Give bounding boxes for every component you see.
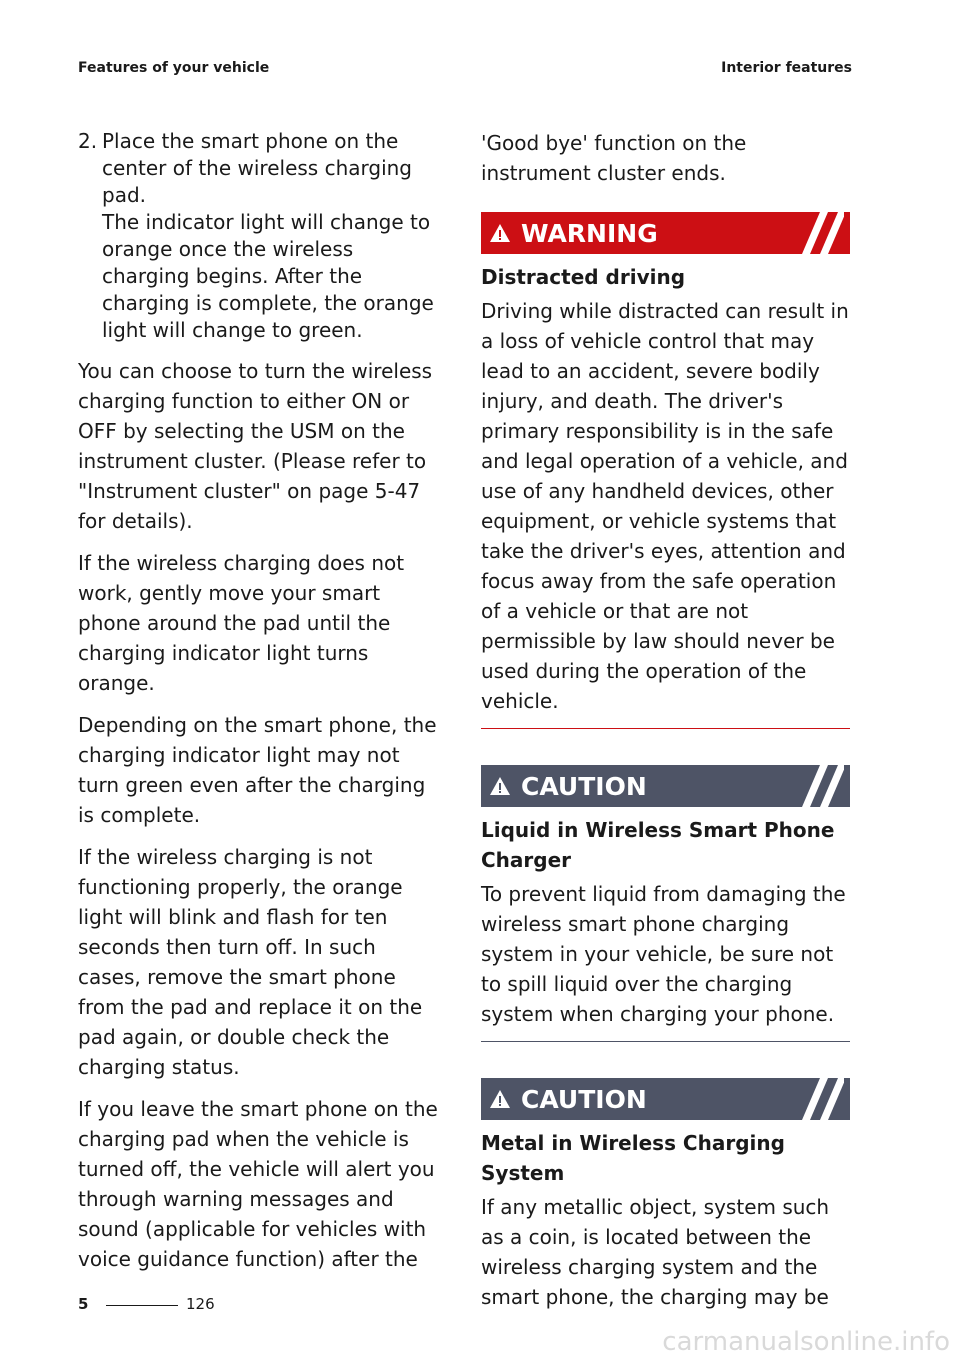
caution-body: To prevent liquid from damaging the wireless smart phone charging system in your vehicle, be sure not to spill liquid over the charging system when charging your phone. [481, 882, 846, 1026]
step-number: 2. [78, 129, 98, 153]
warning-divider [481, 728, 850, 729]
footer-divider [106, 1305, 178, 1306]
warning-body: Driving while distracted can result in a loss of vehicle control that may lead to an accident, severe bodily injury, and death. The driver's primary responsibility is in the safe and legal operation of a vehicle, and use of any handheld devices, other equipment, or vehicle systems that take the driver's eyes, attention and focus away from the safe operation of a vehicle or that are not permissible by law should never be used during the operation of the vehicle. [481, 299, 849, 713]
caution-label: CAUTION [521, 771, 647, 801]
step-note: The indicator light will change to orange once the wireless charging begins. After the charging is complete, the orange light will change to green. [102, 210, 434, 342]
diagonal-stripes-icon [788, 1078, 844, 1120]
diagonal-stripes-icon [788, 212, 844, 254]
paragraph-malfunction: If the wireless charging is not functioning properly, the orange light will blink and flash for ten seconds then turn off. In such cases, remove the smart phone from the pad and replace it on the pad again, or double check the charging status. [78, 845, 423, 1079]
paragraph-continuation: 'Good bye' function on the instrument cluster ends. [481, 131, 747, 185]
paragraph-usm-setting: You can choose to turn the wireless charging function to either ON or OFF by selecting the USM on the instrument cluster. (Please refer to "Instrument cluster" on page 5-47 for details). [78, 359, 433, 533]
paragraph-not-working: If the wireless charging does not work, gently move your smart phone around the pad until the charging indicator light turns orange. [78, 551, 405, 695]
left-column [78, 128, 443, 1286]
warning-triangle-icon [489, 776, 511, 796]
watermark: carmanualsonline.info [662, 1327, 950, 1357]
caution-body: If any metallic object, system such as a coin, is located between the wireless charging system and the smart phone, the charging may be [481, 1195, 830, 1309]
numbered-step [78, 128, 443, 344]
running-header-section: Features of your vehicle [78, 60, 270, 76]
paragraph-green-light: Depending on the smart phone, the charging indicator light may not turn green even after the charging is complete. [78, 713, 437, 827]
caution-title: Metal in Wireless Charging System [481, 1131, 785, 1185]
page-number: 126 [186, 1295, 215, 1313]
warning-triangle-icon [489, 223, 511, 243]
chapter-number: 5 [78, 1295, 89, 1313]
step-body [102, 128, 443, 344]
warning-label: WARNING [521, 218, 658, 248]
paragraph-phone-left: If you leave the smart phone on the charging pad when the vehicle is turned off, the vehicle will alert you through warning messages and sound (applicable for vehicles with voice guidance function) after the [78, 1097, 438, 1271]
caution-divider [481, 1041, 850, 1042]
caution-banner [481, 765, 850, 807]
warning-triangle-icon [489, 1089, 511, 1109]
caution-label: CAUTION [521, 1084, 647, 1114]
warning-banner [481, 212, 850, 254]
running-header-topic: Interior features [721, 60, 852, 76]
caution-banner [481, 1078, 850, 1120]
step-instruction: Place the smart phone on the center of the wireless charging pad. [102, 129, 412, 207]
diagonal-stripes-icon [788, 765, 844, 807]
caution-title: Liquid in Wireless Smart Phone Charger [481, 818, 835, 872]
warning-title: Distracted driving [481, 265, 686, 289]
right-column [481, 128, 850, 1312]
